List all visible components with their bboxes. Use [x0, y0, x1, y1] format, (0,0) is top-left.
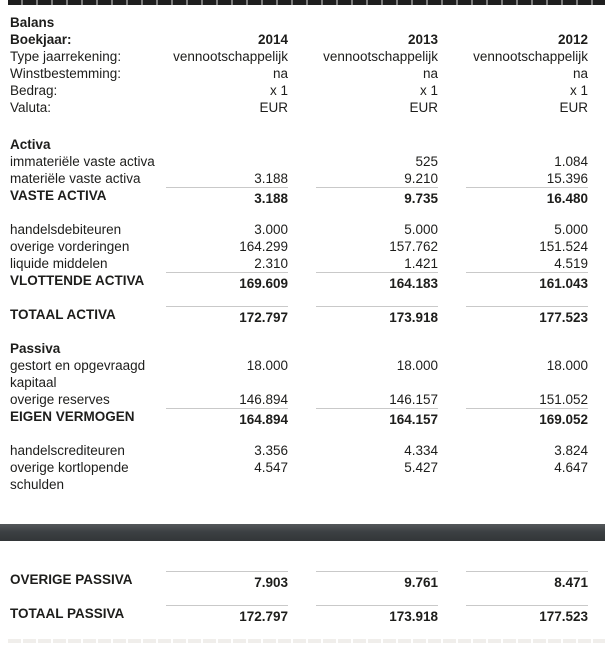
meta-row-winstbestemming — [10, 65, 588, 82]
table-row — [10, 153, 588, 170]
table-row — [10, 391, 588, 408]
row-label: liquide middelen — [10, 256, 108, 271]
table-row-total-vlottende-activa — [10, 272, 588, 292]
section-header-passiva — [10, 340, 588, 357]
cell-2013: 1.421 — [404, 256, 438, 271]
meta-value-2014: EUR — [259, 100, 288, 115]
table-row — [10, 221, 588, 238]
cell-2012: 18.000 — [546, 358, 588, 373]
meta-value-2014: na — [272, 66, 288, 81]
cell-2014: 169.609 — [166, 272, 288, 292]
cell-2012: 151.524 — [539, 239, 588, 254]
cell-2014: 172.797 — [166, 306, 288, 326]
table-row — [10, 442, 588, 459]
cell-2012: 177.523 — [466, 605, 588, 625]
table-row-overige-passiva — [10, 571, 588, 591]
spacer — [10, 428, 588, 442]
cell-2013: 146.157 — [389, 392, 438, 407]
row-label: OVERIGE PASSIVA — [10, 572, 133, 587]
meta-value-2014: vennootschappelijk — [173, 49, 288, 64]
row-label: TOTAAL ACTIVA — [10, 307, 116, 322]
table-row-totaal-passiva — [10, 605, 588, 625]
table-row-total-activa — [10, 306, 588, 326]
cell-2012: 16.480 — [466, 187, 588, 207]
meta-label: Boekjaar: — [10, 32, 72, 47]
spacer — [10, 326, 588, 340]
cell-2013: 9.735 — [316, 187, 438, 207]
cell-2013: 5.427 — [404, 460, 438, 475]
table-row — [10, 357, 588, 391]
meta-value-2012: x 1 — [569, 83, 588, 98]
row-label: immateriële vaste activa — [10, 154, 155, 169]
meta-row-type — [10, 48, 588, 65]
year-column-2014: 2014 — [257, 32, 288, 47]
cell-2012: 169.052 — [466, 408, 588, 428]
row-label: TOTAAL PASSIVA — [10, 606, 125, 621]
table-row — [10, 459, 588, 493]
row-label: VLOTTENDE ACTIVA — [10, 273, 145, 288]
table-row — [10, 255, 588, 272]
cell-2014: 7.903 — [166, 571, 288, 591]
table-row — [10, 238, 588, 255]
cell-2013: 525 — [415, 154, 438, 169]
section-divider-bar — [0, 524, 605, 541]
row-label: overige vorderingen — [10, 239, 130, 254]
cell-2014: 164.299 — [239, 239, 288, 254]
row-label: handelscrediteuren — [10, 443, 125, 458]
cell-2012: 5.000 — [554, 222, 588, 237]
year-column-2013: 2013 — [407, 32, 438, 47]
row-label: materiële vaste activa — [10, 171, 141, 186]
cell-2014: 3.188 — [254, 171, 288, 186]
cell-2012: 4.519 — [554, 256, 588, 271]
meta-value-2013: EUR — [409, 100, 438, 115]
meta-row-boekjaar — [10, 31, 588, 48]
table-row — [10, 170, 588, 187]
meta-label: Type jaarrekening: — [10, 49, 122, 64]
cell-2012: 15.396 — [546, 171, 588, 186]
meta-value-2013: x 1 — [419, 83, 438, 98]
spacer — [10, 292, 588, 306]
meta-value-2012: na — [572, 66, 588, 81]
balance-sheet — [0, 14, 605, 493]
cell-2014: 146.894 — [239, 392, 288, 407]
meta-value-2013: na — [422, 66, 438, 81]
cell-2014: 18.000 — [246, 358, 288, 373]
cell-2012: 161.043 — [466, 272, 588, 292]
row-label: overige kortlopende schulden — [10, 460, 129, 492]
top-dashed-bar — [8, 0, 605, 5]
cell-2014: 3.356 — [254, 443, 288, 458]
spacer — [10, 116, 588, 136]
cell-2013: 5.000 — [404, 222, 438, 237]
row-label: VASTE ACTIVA — [10, 188, 107, 203]
cell-2014: 4.547 — [254, 460, 288, 475]
cell-2012: 177.523 — [466, 306, 588, 326]
section-title: Passiva — [10, 341, 61, 356]
meta-label: Valuta: — [10, 100, 52, 115]
cell-2013: 157.762 — [389, 239, 438, 254]
meta-value-2013: vennootschappelijk — [323, 49, 438, 64]
spacer — [10, 591, 588, 605]
meta-label: Winstbestemming: — [10, 66, 122, 81]
section-header-activa — [10, 136, 588, 153]
cell-2013: 164.157 — [316, 408, 438, 428]
table-row-total-eigen-vermogen — [10, 408, 588, 428]
meta-value-2012: vennootschappelijk — [473, 49, 588, 64]
cell-2013: 18.000 — [396, 358, 438, 373]
cell-2014: 164.894 — [166, 408, 288, 428]
row-label: EIGEN VERMOGEN — [10, 409, 135, 424]
cell-2012: 8.471 — [466, 571, 588, 591]
table-row-total-vaste-activa — [10, 187, 588, 207]
row-label: overige reserves — [10, 392, 110, 407]
meta-value-2014: x 1 — [269, 83, 288, 98]
cell-2014: 2.310 — [254, 256, 288, 271]
spacer — [10, 207, 588, 221]
row-label: handelsdebiteuren — [10, 222, 122, 237]
cell-2013: 9.210 — [404, 171, 438, 186]
cell-2014: 3.000 — [254, 222, 288, 237]
cell-2012: 3.824 — [554, 443, 588, 458]
cell-2012: 151.052 — [539, 392, 588, 407]
cell-2013: 173.918 — [316, 306, 438, 326]
cell-2014: 172.797 — [166, 605, 288, 625]
year-column-2012: 2012 — [557, 32, 588, 47]
passiva-summary — [0, 571, 605, 625]
meta-row-valuta — [10, 99, 588, 116]
meta-label: Bedrag: — [10, 83, 58, 98]
meta-value-2012: EUR — [559, 100, 588, 115]
cell-2014: 3.188 — [166, 187, 288, 207]
bottom-dashed-bar — [8, 639, 605, 643]
cell-2013: 164.183 — [316, 272, 438, 292]
page-title: Balans — [10, 15, 55, 30]
section-title: Activa — [10, 137, 51, 152]
cell-2012: 4.647 — [554, 460, 588, 475]
cell-2013: 4.334 — [404, 443, 438, 458]
row-label: gestort en opgevraagd kapitaal — [10, 358, 146, 390]
cell-2012: 1.084 — [554, 154, 588, 169]
cell-2013: 9.761 — [316, 571, 438, 591]
cell-2013: 173.918 — [316, 605, 438, 625]
meta-row-bedrag — [10, 82, 588, 99]
